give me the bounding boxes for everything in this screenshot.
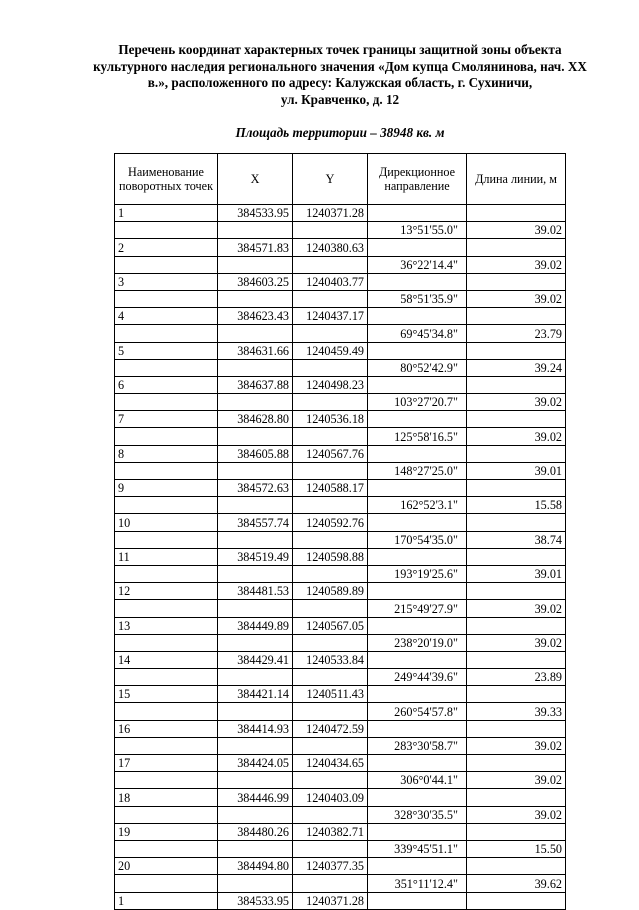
- cell-direction: 162°52'3.1": [368, 497, 467, 514]
- coordinates-table: [114, 153, 566, 910]
- cell-direction: 13°51'55.0": [368, 222, 467, 239]
- cell-x: [218, 462, 293, 479]
- header-length: Длина линии, м: [467, 154, 566, 205]
- cell-direction: [368, 273, 467, 290]
- table-row: [115, 755, 566, 772]
- cell-length: [467, 617, 566, 634]
- cell-point-name: 18: [115, 789, 218, 806]
- cell-x: [218, 359, 293, 376]
- cell-y: 1240598.88: [293, 548, 368, 565]
- cell-x: [218, 256, 293, 273]
- cell-x: 384480.26: [218, 823, 293, 840]
- table-header-row: [115, 154, 566, 205]
- cell-point-name: 8: [115, 445, 218, 462]
- cell-direction: 306°0'44.1": [368, 772, 467, 789]
- cell-direction: 328°30'35.5": [368, 806, 467, 823]
- cell-y: 1240589.89: [293, 583, 368, 600]
- cell-length: 39.62: [467, 875, 566, 892]
- cell-x: [218, 325, 293, 342]
- cell-length: 39.02: [467, 394, 566, 411]
- cell-length: [467, 583, 566, 600]
- table-row: [115, 239, 566, 256]
- cell-point-name: [115, 875, 218, 892]
- table-row: [115, 669, 566, 686]
- cell-point-name: 19: [115, 823, 218, 840]
- cell-y: [293, 669, 368, 686]
- cell-x: [218, 394, 293, 411]
- table-row: [115, 308, 566, 325]
- table-row: [115, 617, 566, 634]
- cell-length: [467, 445, 566, 462]
- cell-y: 1240536.18: [293, 411, 368, 428]
- cell-direction: [368, 755, 467, 772]
- table-row: [115, 376, 566, 393]
- cell-direction: [368, 789, 467, 806]
- cell-direction: [368, 583, 467, 600]
- cell-length: 39.01: [467, 462, 566, 479]
- table-row: [115, 531, 566, 548]
- cell-length: [467, 239, 566, 256]
- table-row: [115, 892, 566, 909]
- cell-point-name: [115, 256, 218, 273]
- cell-x: 384446.99: [218, 789, 293, 806]
- cell-length: 39.02: [467, 634, 566, 651]
- cell-direction: 260°54'57.8": [368, 703, 467, 720]
- table-row: [115, 273, 566, 290]
- cell-point-name: [115, 703, 218, 720]
- table-row: [115, 480, 566, 497]
- cell-length: [467, 720, 566, 737]
- cell-direction: 351°11'12.4": [368, 875, 467, 892]
- cell-y: [293, 359, 368, 376]
- area-caption: Площадь территории – 38948 кв. м: [235, 125, 445, 140]
- cell-length: 39.24: [467, 359, 566, 376]
- cell-point-name: 14: [115, 651, 218, 668]
- table-row: [115, 651, 566, 668]
- cell-point-name: 17: [115, 755, 218, 772]
- cell-point-name: 1: [115, 205, 218, 222]
- cell-point-name: 11: [115, 548, 218, 565]
- cell-direction: [368, 514, 467, 531]
- cell-direction: [368, 617, 467, 634]
- cell-length: [467, 480, 566, 497]
- cell-direction: 69°45'34.8": [368, 325, 467, 342]
- table-row: [115, 428, 566, 445]
- cell-direction: [368, 858, 467, 875]
- cell-y: [293, 394, 368, 411]
- cell-direction: 170°54'35.0": [368, 531, 467, 548]
- cell-length: [467, 892, 566, 909]
- cell-direction: 249°44'39.6": [368, 669, 467, 686]
- cell-length: 39.33: [467, 703, 566, 720]
- cell-x: [218, 600, 293, 617]
- table-row: [115, 583, 566, 600]
- table-row: [115, 514, 566, 531]
- cell-x: 384571.83: [218, 239, 293, 256]
- cell-y: [293, 840, 368, 857]
- cell-length: 39.02: [467, 290, 566, 307]
- cell-length: [467, 376, 566, 393]
- cell-point-name: [115, 290, 218, 307]
- table-row: [115, 462, 566, 479]
- title-line: Перечень координат характерных точек границы защитной зоны объекта: [118, 42, 562, 57]
- cell-direction: [368, 239, 467, 256]
- cell-length: [467, 411, 566, 428]
- header-point-name: Наименование поворотных точек: [115, 154, 218, 205]
- table-row: [115, 359, 566, 376]
- cell-length: 23.79: [467, 325, 566, 342]
- table-row: [115, 875, 566, 892]
- cell-direction: [368, 720, 467, 737]
- cell-length: [467, 548, 566, 565]
- cell-point-name: [115, 462, 218, 479]
- cell-length: [467, 686, 566, 703]
- cell-point-name: [115, 531, 218, 548]
- table-row: [115, 686, 566, 703]
- cell-length: 38.74: [467, 531, 566, 548]
- cell-x: 384481.53: [218, 583, 293, 600]
- cell-x: [218, 565, 293, 582]
- cell-direction: 125°58'16.5": [368, 428, 467, 445]
- cell-y: 1240434.65: [293, 755, 368, 772]
- cell-point-name: [115, 669, 218, 686]
- cell-point-name: [115, 737, 218, 754]
- table-row: [115, 256, 566, 273]
- cell-length: 39.02: [467, 428, 566, 445]
- cell-direction: [368, 548, 467, 565]
- cell-point-name: 6: [115, 376, 218, 393]
- cell-direction: 36°22'14.4": [368, 256, 467, 273]
- cell-point-name: 16: [115, 720, 218, 737]
- cell-point-name: [115, 772, 218, 789]
- cell-point-name: [115, 806, 218, 823]
- cell-y: [293, 290, 368, 307]
- cell-x: 384424.05: [218, 755, 293, 772]
- cell-x: 384533.95: [218, 892, 293, 909]
- cell-y: [293, 462, 368, 479]
- cell-y: 1240588.17: [293, 480, 368, 497]
- cell-point-name: 10: [115, 514, 218, 531]
- table-row: [115, 634, 566, 651]
- cell-y: [293, 497, 368, 514]
- cell-x: 384572.63: [218, 480, 293, 497]
- cell-length: 39.02: [467, 806, 566, 823]
- cell-x: 384421.14: [218, 686, 293, 703]
- cell-y: 1240437.17: [293, 308, 368, 325]
- cell-x: 384414.93: [218, 720, 293, 737]
- cell-y: 1240371.28: [293, 892, 368, 909]
- cell-y: [293, 600, 368, 617]
- cell-direction: 215°49'27.9": [368, 600, 467, 617]
- cell-y: [293, 772, 368, 789]
- table-row: [115, 394, 566, 411]
- table-row: [115, 205, 566, 222]
- cell-length: [467, 651, 566, 668]
- cell-length: [467, 858, 566, 875]
- cell-y: [293, 565, 368, 582]
- cell-point-name: [115, 565, 218, 582]
- cell-x: 384449.89: [218, 617, 293, 634]
- cell-y: [293, 634, 368, 651]
- cell-direction: 58°51'35.9": [368, 290, 467, 307]
- title-line: культурного наследия регионального значения «Дом купца Смолянинова, нач. XX: [93, 58, 587, 74]
- cell-direction: [368, 651, 467, 668]
- cell-y: 1240380.63: [293, 239, 368, 256]
- cell-point-name: [115, 428, 218, 445]
- cell-length: 39.02: [467, 737, 566, 754]
- cell-point-name: [115, 222, 218, 239]
- cell-x: 384628.80: [218, 411, 293, 428]
- document-title: [60, 42, 620, 108]
- cell-point-name: [115, 325, 218, 342]
- table-row: [115, 325, 566, 342]
- cell-length: 39.02: [467, 222, 566, 239]
- table-row: [115, 789, 566, 806]
- cell-length: 39.01: [467, 565, 566, 582]
- cell-point-name: 3: [115, 273, 218, 290]
- cell-y: 1240511.43: [293, 686, 368, 703]
- cell-x: [218, 497, 293, 514]
- cell-x: 384637.88: [218, 376, 293, 393]
- cell-length: [467, 823, 566, 840]
- cell-y: [293, 737, 368, 754]
- cell-y: 1240459.49: [293, 342, 368, 359]
- cell-direction: 193°19'25.6": [368, 565, 467, 582]
- cell-x: [218, 806, 293, 823]
- table-row: [115, 737, 566, 754]
- cell-point-name: 5: [115, 342, 218, 359]
- cell-point-name: [115, 497, 218, 514]
- title-line: ул. Кравченко, д. 12: [280, 91, 400, 107]
- cell-point-name: 7: [115, 411, 218, 428]
- table-row: [115, 772, 566, 789]
- cell-direction: 103°27'20.7": [368, 394, 467, 411]
- cell-point-name: 4: [115, 308, 218, 325]
- header-x: X: [218, 154, 293, 205]
- cell-length: [467, 342, 566, 359]
- cell-y: [293, 875, 368, 892]
- cell-length: 39.02: [467, 256, 566, 273]
- cell-length: [467, 514, 566, 531]
- cell-x: 384603.25: [218, 273, 293, 290]
- cell-length: [467, 308, 566, 325]
- cell-x: [218, 531, 293, 548]
- cell-point-name: [115, 634, 218, 651]
- cell-direction: 238°20'19.0": [368, 634, 467, 651]
- cell-direction: 339°45'51.1": [368, 840, 467, 857]
- table-row: [115, 565, 566, 582]
- table-row: [115, 858, 566, 875]
- cell-direction: [368, 686, 467, 703]
- header-y: Y: [293, 154, 368, 205]
- cell-y: 1240567.05: [293, 617, 368, 634]
- cell-direction: [368, 376, 467, 393]
- cell-point-name: 1: [115, 892, 218, 909]
- cell-point-name: 9: [115, 480, 218, 497]
- cell-direction: 283°30'58.7": [368, 737, 467, 754]
- cell-direction: [368, 342, 467, 359]
- table-row: [115, 445, 566, 462]
- cell-x: 384533.95: [218, 205, 293, 222]
- cell-length: 15.58: [467, 497, 566, 514]
- cell-y: 1240382.71: [293, 823, 368, 840]
- table-row: [115, 823, 566, 840]
- cell-y: 1240567.76: [293, 445, 368, 462]
- table-row: [115, 222, 566, 239]
- title-line: в.», расположенного по адресу: Калужская область, г. Сухиничи,: [147, 75, 533, 90]
- table-row: [115, 720, 566, 737]
- cell-y: 1240377.35: [293, 858, 368, 875]
- cell-x: 384623.43: [218, 308, 293, 325]
- cell-point-name: [115, 600, 218, 617]
- cell-x: [218, 222, 293, 239]
- cell-y: [293, 325, 368, 342]
- cell-y: 1240403.77: [293, 273, 368, 290]
- cell-length: 39.02: [467, 772, 566, 789]
- cell-length: 15.50: [467, 840, 566, 857]
- cell-direction: [368, 411, 467, 428]
- cell-length: [467, 755, 566, 772]
- header-direction: Дирекционное направление: [368, 154, 467, 205]
- cell-length: [467, 273, 566, 290]
- cell-length: 39.02: [467, 600, 566, 617]
- cell-point-name: [115, 359, 218, 376]
- cell-y: [293, 428, 368, 445]
- cell-direction: [368, 823, 467, 840]
- table-row: [115, 290, 566, 307]
- cell-y: 1240592.76: [293, 514, 368, 531]
- cell-direction: [368, 892, 467, 909]
- cell-x: [218, 669, 293, 686]
- cell-x: 384519.49: [218, 548, 293, 565]
- table-row: [115, 703, 566, 720]
- cell-x: 384557.74: [218, 514, 293, 531]
- table-row: [115, 342, 566, 359]
- cell-y: 1240403.09: [293, 789, 368, 806]
- cell-x: [218, 634, 293, 651]
- table-row: [115, 497, 566, 514]
- cell-x: [218, 428, 293, 445]
- cell-x: [218, 703, 293, 720]
- cell-point-name: 13: [115, 617, 218, 634]
- cell-point-name: 12: [115, 583, 218, 600]
- cell-point-name: 2: [115, 239, 218, 256]
- cell-x: 384494.80: [218, 858, 293, 875]
- cell-x: [218, 840, 293, 857]
- cell-point-name: 20: [115, 858, 218, 875]
- cell-direction: [368, 308, 467, 325]
- cell-direction: [368, 445, 467, 462]
- cell-y: 1240472.59: [293, 720, 368, 737]
- cell-direction: [368, 205, 467, 222]
- cell-length: [467, 205, 566, 222]
- table-row: [115, 600, 566, 617]
- cell-direction: 80°52'42.9": [368, 359, 467, 376]
- cell-direction: 148°27'25.0": [368, 462, 467, 479]
- table-body: [115, 205, 566, 910]
- cell-y: 1240533.84: [293, 651, 368, 668]
- table-row: [115, 548, 566, 565]
- cell-point-name: [115, 394, 218, 411]
- cell-y: 1240498.23: [293, 376, 368, 393]
- cell-y: [293, 531, 368, 548]
- cell-direction: [368, 480, 467, 497]
- cell-x: 384429.41: [218, 651, 293, 668]
- table-row: [115, 806, 566, 823]
- cell-length: 23.89: [467, 669, 566, 686]
- cell-y: 1240371.28: [293, 205, 368, 222]
- cell-x: 384605.88: [218, 445, 293, 462]
- cell-x: [218, 772, 293, 789]
- cell-point-name: 15: [115, 686, 218, 703]
- cell-x: [218, 290, 293, 307]
- table-row: [115, 411, 566, 428]
- cell-x: 384631.66: [218, 342, 293, 359]
- table-row: [115, 840, 566, 857]
- cell-y: [293, 222, 368, 239]
- cell-y: [293, 703, 368, 720]
- cell-point-name: [115, 840, 218, 857]
- cell-y: [293, 256, 368, 273]
- cell-y: [293, 806, 368, 823]
- cell-length: [467, 789, 566, 806]
- cell-x: [218, 875, 293, 892]
- cell-x: [218, 737, 293, 754]
